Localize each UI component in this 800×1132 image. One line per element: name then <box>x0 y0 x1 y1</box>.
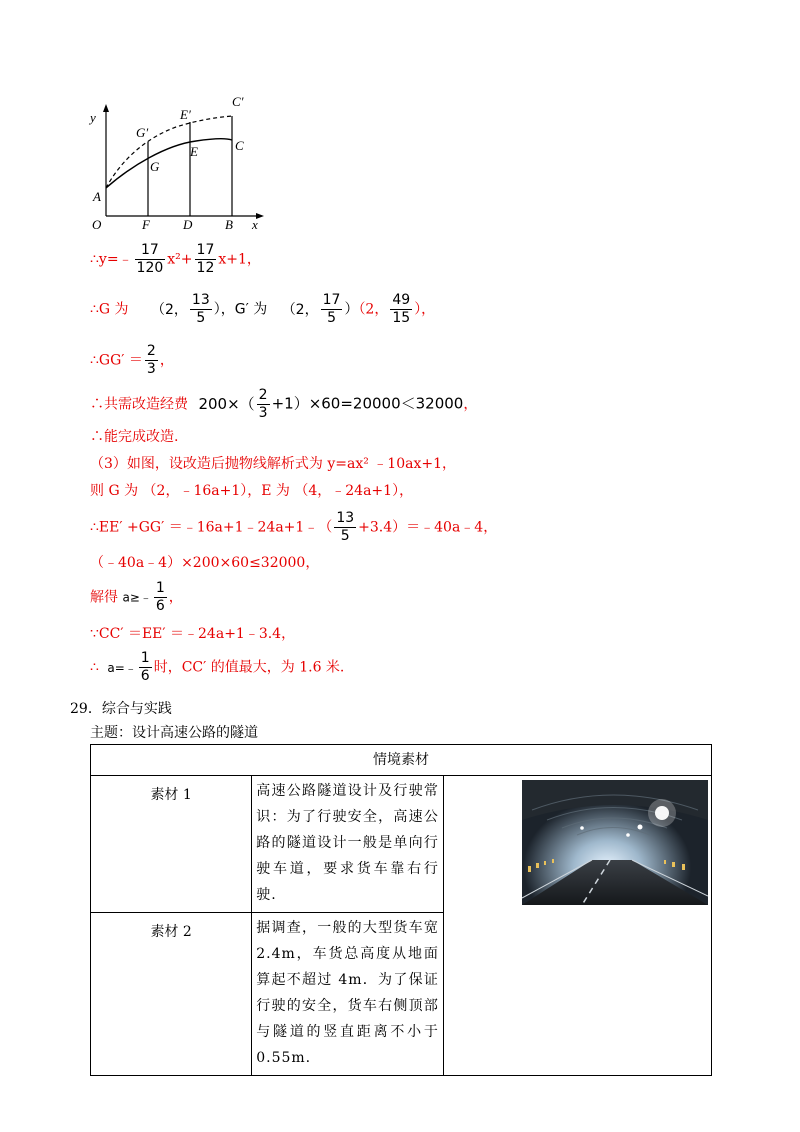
solution-line-8: ∴EE′ +GG′ ＝﹣16a+1﹣24a+1﹣（ $\frac{13}{5}$ +3.4）＝﹣40a﹣4， <box>90 510 498 544</box>
solution-line-10: 解得 a≥﹣ $\frac{1}{6}$ ， <box>90 580 183 614</box>
label-D: D <box>183 217 193 232</box>
solution-line-11: ∵CC′ ＝EE′ ＝﹣24a+1﹣3.4， <box>90 626 296 642</box>
solution-line-9: （﹣40a﹣4）×200×60≤32000， <box>90 555 320 571</box>
question-29-theme: 主题：设计高速公路的隧道 <box>90 725 258 741</box>
solution-line-5: ∴能完成改造. <box>90 429 179 445</box>
solution-line-12: ∴ a=﹣ $\frac{1}{6}$ 时，CC′ 的值最大，为 1.6 米. <box>90 650 345 684</box>
question-29-title: 29．综合与实践 <box>70 701 172 717</box>
label-y: y <box>90 110 96 125</box>
solution-line-4: ∴共需改造经费 200×（ $\frac{2}{3}$ +1）×60=20000＜32000， <box>90 387 478 421</box>
modified-parabola <box>106 116 232 188</box>
label-C: C <box>235 138 244 153</box>
label-B: B <box>225 217 233 232</box>
table-header: 情境素材 <box>91 745 712 776</box>
y-axis-arrow-icon <box>103 104 109 112</box>
label-C-prime: C′ <box>232 94 244 109</box>
label-E-prime: E′ <box>180 107 191 122</box>
table-row-text: 高速公路隧道设计及行驶常识：为了行驶安全，高速公路的隧道设计一般是单向行驶车道，要求货车靠右行驶. <box>252 776 444 913</box>
tunnel-photo <box>522 780 708 905</box>
solution-line-2: ∴G 为 （2， $\frac{13}{5}$ ），G′ 为 （2， $\frac{17}{5}$ ）（2， $\frac{49}{15}$ ）， <box>90 292 436 326</box>
fraction: $\frac{17}{12}$ <box>196 242 215 276</box>
table-row-text: 据调查，一般的大型货车宽 2.4m，车货总高度从地面算起不超过 4m．为了保证行驶的安全，货车右侧顶部与隧道的竖直距离不小于 0.55m. <box>252 913 444 1076</box>
label-F: F <box>142 217 150 232</box>
solution-line-6: （3）如图，设改造后抛物线解析式为 y=ax² ﹣10ax+1， <box>90 456 456 472</box>
label-G-prime: G′ <box>136 125 149 140</box>
label-E: E <box>190 144 198 159</box>
label-A: A <box>93 189 101 204</box>
label-x: x <box>252 217 258 232</box>
table-row-label: 素材 1 <box>91 776 252 913</box>
fraction: $\frac{17}{120}$ <box>136 242 164 276</box>
solution-line-7: 则 G 为 （2，﹣16a+1），E 为 （4，﹣24a+1）， <box>90 483 414 499</box>
solution-line-1: ∴y=﹣ $\frac{17}{120}$ x²+ $\frac{17}{12}$ x+1， <box>90 242 261 276</box>
table-row-label: 素材 2 <box>91 913 252 1076</box>
label-G: G <box>150 159 160 174</box>
original-parabola <box>106 139 232 188</box>
solution-line-3: ∴GG′ ＝ $\frac{2}{3}$ ， <box>90 343 174 377</box>
label-O: O <box>92 217 102 232</box>
